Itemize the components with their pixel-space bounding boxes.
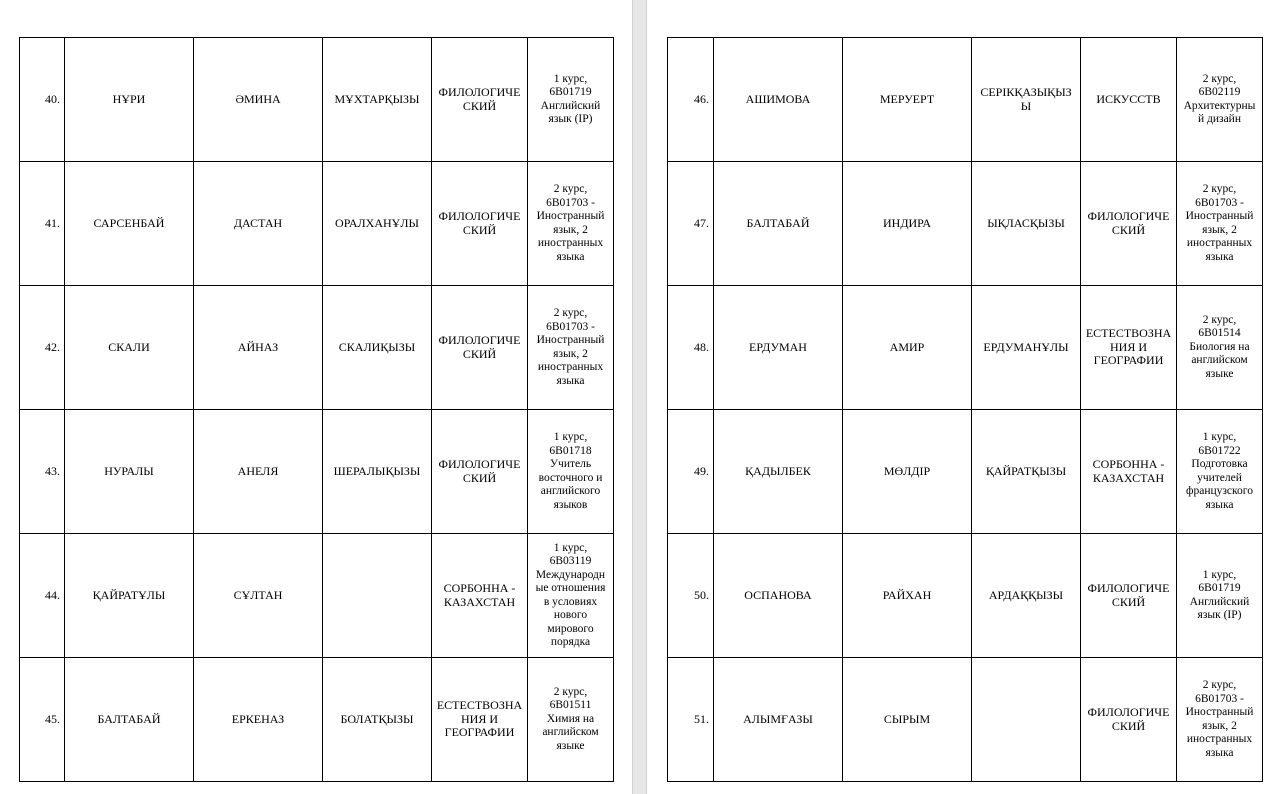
row-number-cell: 47. (668, 162, 714, 286)
course-line: 6В02119 (1198, 86, 1241, 98)
student-table-right (667, 37, 1263, 782)
course-line: языка (1205, 250, 1234, 263)
course-line: Учитель (549, 458, 592, 470)
course-line: ые отношения (535, 582, 606, 594)
course-line: иностранных (1186, 237, 1253, 249)
faculty-cell: ФИЛОЛОГИЧЕ СКИЙ (1081, 534, 1177, 658)
page-right (647, 0, 1280, 794)
patronymic-cell (323, 534, 432, 658)
patronymic-cell: ЕРДУМАНҰЛЫ (972, 286, 1081, 410)
row-number-cell: 42. (20, 286, 65, 410)
course-line: Английский (1189, 595, 1250, 608)
table-row (20, 286, 614, 410)
faculty-cell: СОРБОННА - КАЗАХСТАН (1081, 410, 1177, 534)
faculty-cell: ЕСТЕСТВОЗНА НИЯ И ГЕОГРАФИИ (432, 658, 528, 782)
course-line: язык, 2 (1202, 223, 1237, 236)
course-line: языка (556, 250, 585, 263)
patronymic-cell (972, 658, 1081, 782)
course-line: Иностранный (1185, 706, 1254, 718)
table-row (668, 534, 1263, 658)
course-line: Английский (540, 99, 601, 112)
row-number-cell: 49. (668, 410, 714, 534)
surname-cell: САРСЕНБАЙ (65, 162, 194, 286)
course-line: языка (1205, 746, 1234, 759)
row-number-cell: 40. (20, 38, 65, 162)
row-number-cell: 43. (20, 410, 65, 534)
course-line: 2 курс, (1202, 679, 1237, 691)
page-left (0, 0, 632, 794)
course-line: 1 курс, (553, 72, 588, 85)
first-name-cell: АНЕЛЯ (194, 410, 323, 534)
course-line: 2 курс, (1202, 313, 1237, 326)
surname-cell: АЛЫМҒАЗЫ (714, 658, 843, 782)
faculty-cell: СОРБОННА - КАЗАХСТАН (432, 534, 528, 658)
table-row (668, 38, 1263, 162)
table-row (668, 658, 1263, 782)
course-line: Архитектурны (1183, 99, 1256, 112)
course-line: английском (542, 726, 599, 739)
row-number-cell: 45. (20, 658, 65, 782)
row-number-cell: 48. (668, 286, 714, 410)
surname-cell: АШИМОВА (714, 38, 843, 162)
course-program-cell (528, 286, 614, 410)
course-line: 1 курс, (553, 541, 588, 554)
course-line: 2 курс, (1202, 183, 1237, 195)
course-line: языке (1205, 367, 1234, 380)
course-line: 1 курс, (1202, 568, 1237, 581)
course-line: 6В01511 (549, 699, 592, 712)
table-row (20, 162, 614, 286)
course-line: мирового (547, 622, 594, 635)
course-line: 6В01722 (1198, 444, 1241, 457)
first-name-cell: ИНДИРА (843, 162, 972, 286)
patronymic-cell: ЫҚЛАСҚЫЗЫ (972, 162, 1081, 286)
course-line: восточного и (538, 471, 603, 484)
course-line: нового (553, 609, 588, 621)
page-divider (632, 0, 647, 794)
faculty-cell: ФИЛОЛОГИЧЕ СКИЙ (1081, 162, 1177, 286)
faculty-cell: ФИЛОЛОГИЧЕ СКИЙ (432, 162, 528, 286)
course-line: Международн (535, 568, 606, 581)
patronymic-cell: СКАЛИҚЫЗЫ (323, 286, 432, 410)
first-name-cell: МӨЛДІР (843, 410, 972, 534)
course-line: 2 курс, (1202, 72, 1237, 85)
row-number-cell: 46. (668, 38, 714, 162)
course-line: 6В01719 (1198, 582, 1241, 594)
surname-cell: БАЛТАБАЙ (65, 658, 194, 782)
course-line: Подготовка (1191, 458, 1248, 470)
course-line: язык, 2 (1202, 719, 1237, 732)
table-body (20, 38, 614, 782)
table-row (668, 162, 1263, 286)
table-row (20, 38, 614, 162)
row-number-cell: 41. (20, 162, 65, 286)
course-line: иностранных (1186, 733, 1253, 745)
course-line: порядка (550, 636, 591, 648)
patronymic-cell: МҰХТАРҚЫЗЫ (323, 38, 432, 162)
patronymic-cell: СЕРІКҚАЗЫҚЫЗ Ы (972, 38, 1081, 162)
course-program-cell (1177, 410, 1263, 534)
course-line: й дизайн (1198, 113, 1241, 125)
patronymic-cell: АРДАҚҚЫЗЫ (972, 534, 1081, 658)
patronymic-cell: ШЕРАЛЫҚЫЗЫ (323, 410, 432, 534)
surname-cell: БАЛТАБАЙ (714, 162, 843, 286)
course-line: язык (IP) (548, 113, 593, 125)
surname-cell: ОСПАНОВА (714, 534, 843, 658)
row-number-cell: 51. (668, 658, 714, 782)
course-line: 6В01718 (549, 444, 592, 457)
table-row (20, 658, 614, 782)
course-program-cell (1177, 658, 1263, 782)
course-program-cell (1177, 534, 1263, 658)
patronymic-cell: ОРАЛХАНҰЛЫ (323, 162, 432, 286)
table-row (20, 534, 614, 658)
course-line: 6В01703 - (546, 196, 595, 209)
patronymic-cell: ҚАЙРАТҚЫЗЫ (972, 410, 1081, 534)
course-line: 6В01703 - (1195, 196, 1244, 209)
row-number-cell: 50. (668, 534, 714, 658)
faculty-cell: ЕСТЕСТВОЗНА НИЯ И ГЕОГРАФИИ (1081, 286, 1177, 410)
course-line: 2 курс, (553, 685, 588, 698)
surname-cell: ҚАЙРАТҰЛЫ (65, 534, 194, 658)
course-line: 1 курс, (1202, 431, 1237, 443)
course-line: иностранных (537, 361, 604, 373)
course-line: 6В01703 - (1195, 692, 1244, 705)
course-line: 6В03119 (549, 555, 592, 567)
first-name-cell: АМИР (843, 286, 972, 410)
course-line: Иностранный (1185, 210, 1254, 222)
surname-cell: СКАЛИ (65, 286, 194, 410)
faculty-cell: ФИЛОЛОГИЧЕ СКИЙ (432, 286, 528, 410)
first-name-cell: СҰЛТАН (194, 534, 323, 658)
course-line: 6В01703 - (546, 320, 595, 333)
course-line: 6В01514 (1198, 327, 1241, 340)
course-line: французского (1186, 485, 1253, 497)
surname-cell: ҚАДЫЛБЕК (714, 410, 843, 534)
course-line: Химия на (546, 712, 595, 725)
course-line: язык, 2 (553, 223, 588, 236)
course-line: языка (1205, 498, 1234, 511)
course-line: языка (556, 374, 585, 387)
course-program-cell (1177, 162, 1263, 286)
course-line: 6В01719 (549, 86, 592, 98)
course-program-cell (1177, 286, 1263, 410)
first-name-cell: ӘМИНА (194, 38, 323, 162)
faculty-cell: ФИЛОЛОГИЧЕ СКИЙ (432, 38, 528, 162)
course-program-cell (528, 658, 614, 782)
course-line: 2 курс, (553, 183, 588, 195)
surname-cell: ЕРДУМАН (714, 286, 843, 410)
first-name-cell: ЕРКЕНАЗ (194, 658, 323, 782)
surname-cell: НУРАЛЫ (65, 410, 194, 534)
table-row (668, 286, 1263, 410)
table-body (668, 38, 1263, 782)
course-line: иностранных (537, 237, 604, 249)
course-line: 2 курс, (553, 307, 588, 319)
first-name-cell: АЙНАЗ (194, 286, 323, 410)
table-row (20, 410, 614, 534)
course-line: язык (IP) (1197, 609, 1242, 621)
first-name-cell: ДАСТАН (194, 162, 323, 286)
faculty-cell: ФИЛОЛОГИЧЕ СКИЙ (1081, 658, 1177, 782)
table-row (668, 410, 1263, 534)
course-line: английском (1191, 354, 1248, 367)
course-line: 1 курс, (553, 431, 588, 443)
course-program-cell (528, 162, 614, 286)
first-name-cell: СЫРЫМ (843, 658, 972, 782)
faculty-cell: ФИЛОЛОГИЧЕ СКИЙ (432, 410, 528, 534)
course-program-cell (528, 38, 614, 162)
course-line: языков (553, 498, 588, 511)
course-line: Биология на (1189, 340, 1250, 353)
course-line: Иностранный (536, 210, 605, 222)
course-line: учителей (1197, 471, 1242, 484)
first-name-cell: МЕРУЕРТ (843, 38, 972, 162)
course-line: язык, 2 (553, 347, 588, 360)
course-line: английского (540, 485, 601, 497)
first-name-cell: РАЙХАН (843, 534, 972, 658)
row-number-cell: 44. (20, 534, 65, 658)
course-line: в условиях (543, 595, 598, 608)
course-program-cell (528, 534, 614, 658)
course-program-cell (1177, 38, 1263, 162)
course-line: Иностранный (536, 334, 605, 346)
course-program-cell (528, 410, 614, 534)
faculty-cell: ИСКУССТВ (1081, 38, 1177, 162)
course-line: языке (556, 739, 585, 752)
student-table-left (19, 37, 614, 782)
surname-cell: НҰРИ (65, 38, 194, 162)
patronymic-cell: БОЛАТҚЫЗЫ (323, 658, 432, 782)
